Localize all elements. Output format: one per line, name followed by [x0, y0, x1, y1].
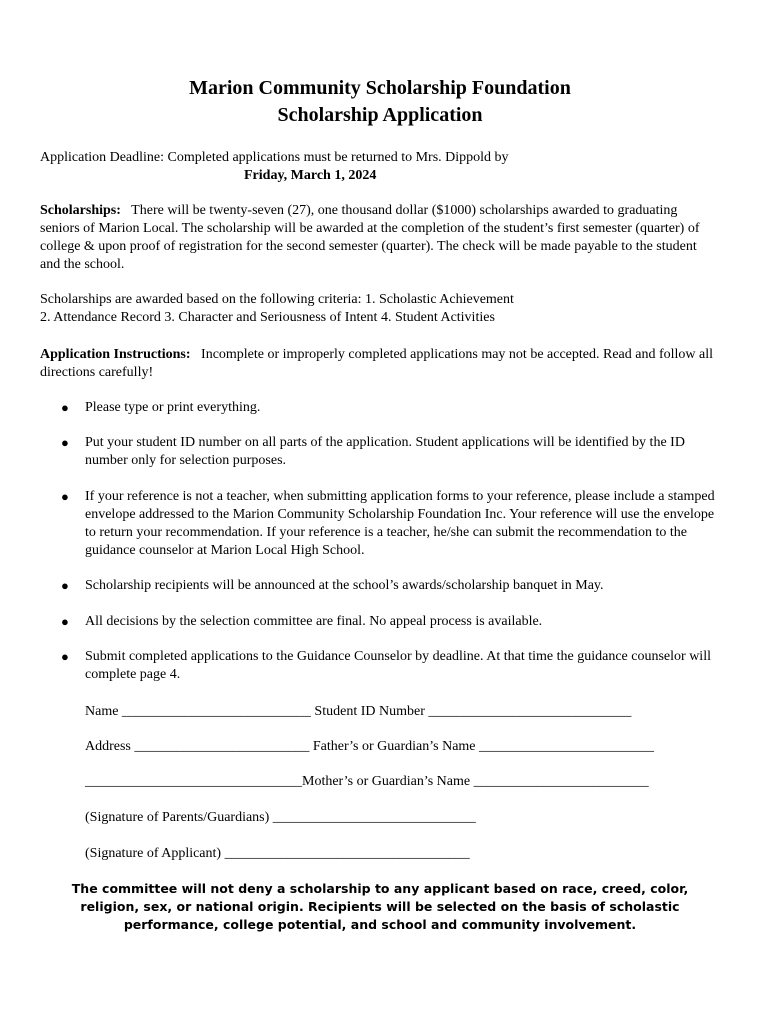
- foundation-title: Marion Community Scholarship Foundation: [189, 77, 571, 99]
- criteria-line-1: Scholarships are awarded based on the following criteria: 1. Scholastic Achievement: [40, 292, 514, 307]
- scholarships-text: There will be twenty-seven (27), one thousand dollar ($1000) scholarships awarded to graduating seniors of Marion Local. The scholarship will be awarded at the completion of the student’s first semester (quarter) of college & upon proof of registration for the second semester (quarter). The check will be made payable to the student and the school.: [40, 203, 700, 272]
- list-item-text: Submit completed applications to the Guidance Counselor by deadline. At that time the guidance counselor will complete page 4.: [85, 649, 711, 682]
- mother-row[interactable]: _______________________________Mother’s or Guardian’s Name _________________________: [85, 774, 649, 789]
- bullet-icon: ●: [61, 489, 69, 504]
- applicant-signature-row[interactable]: (Signature of Applicant) ___________________________________: [85, 846, 470, 861]
- scholarships-label: Scholarships:: [40, 203, 121, 218]
- list-item-text: Please type or print everything.: [85, 400, 261, 415]
- application-title: Scholarship Application: [277, 104, 483, 126]
- scholarships-paragraph: [40, 202, 720, 274]
- instructions-text: Incomplete or improperly completed applications may not be accepted. Read and follow all directions carefully!: [40, 347, 714, 380]
- bullet-icon: ●: [61, 649, 69, 664]
- bullet-icon: ●: [61, 435, 69, 450]
- criteria-paragraph: [40, 291, 720, 327]
- nondiscrimination-statement: The committee will not deny a scholarship to any applicant based on race, creed, color, religion, sex, or national origin. Recipients will be selected on the basis of scholastic performance, college potential, and school and community involvement.: [71, 881, 689, 932]
- name-student-id-row[interactable]: Name ___________________________ Student ID Number _____________________________: [85, 704, 632, 719]
- bullet-icon: ●: [61, 400, 69, 415]
- criteria-line-2: 2. Attendance Record 3. Character and Seriousness of Intent 4. Student Activities: [40, 310, 495, 325]
- list-item-text: If your reference is not a teacher, when submitting application forms to your reference, please include a stamped envelope addressed to the Marion Community Scholarship Foundation Inc. Your reference will use the envelope to return your recommendation. If your reference is a teacher, he/she can submit the recommendation to the guidance counselor at Marion Local High School.: [85, 489, 715, 558]
- instructions-label: Application Instructions:: [40, 347, 191, 362]
- list-item-text: Put your student ID number on all parts of the application. Student applications will be identified by the ID number only for selection purposes.: [85, 435, 685, 468]
- deadline-text: Completed applications must be returned to Mrs. Dippold by: [167, 150, 509, 165]
- list-item-text: All decisions by the selection committee are final. No appeal process is available.: [85, 614, 543, 629]
- bullet-icon: ●: [61, 578, 69, 593]
- bullet-icon: ●: [61, 614, 69, 629]
- deadline-label: Application Deadline:: [40, 150, 165, 165]
- deadline-date: Friday, March 1, 2024: [244, 168, 377, 183]
- parent-signature-row[interactable]: (Signature of Parents/Guardians) _____________________________: [85, 810, 476, 825]
- instructions-paragraph: [40, 346, 720, 382]
- deadline-paragraph: [40, 149, 720, 167]
- list-item-text: Scholarship recipients will be announced at the school’s awards/scholarship banquet in May.: [85, 578, 604, 593]
- address-father-row[interactable]: Address _________________________ Father’s or Guardian’s Name _________________________: [85, 739, 655, 754]
